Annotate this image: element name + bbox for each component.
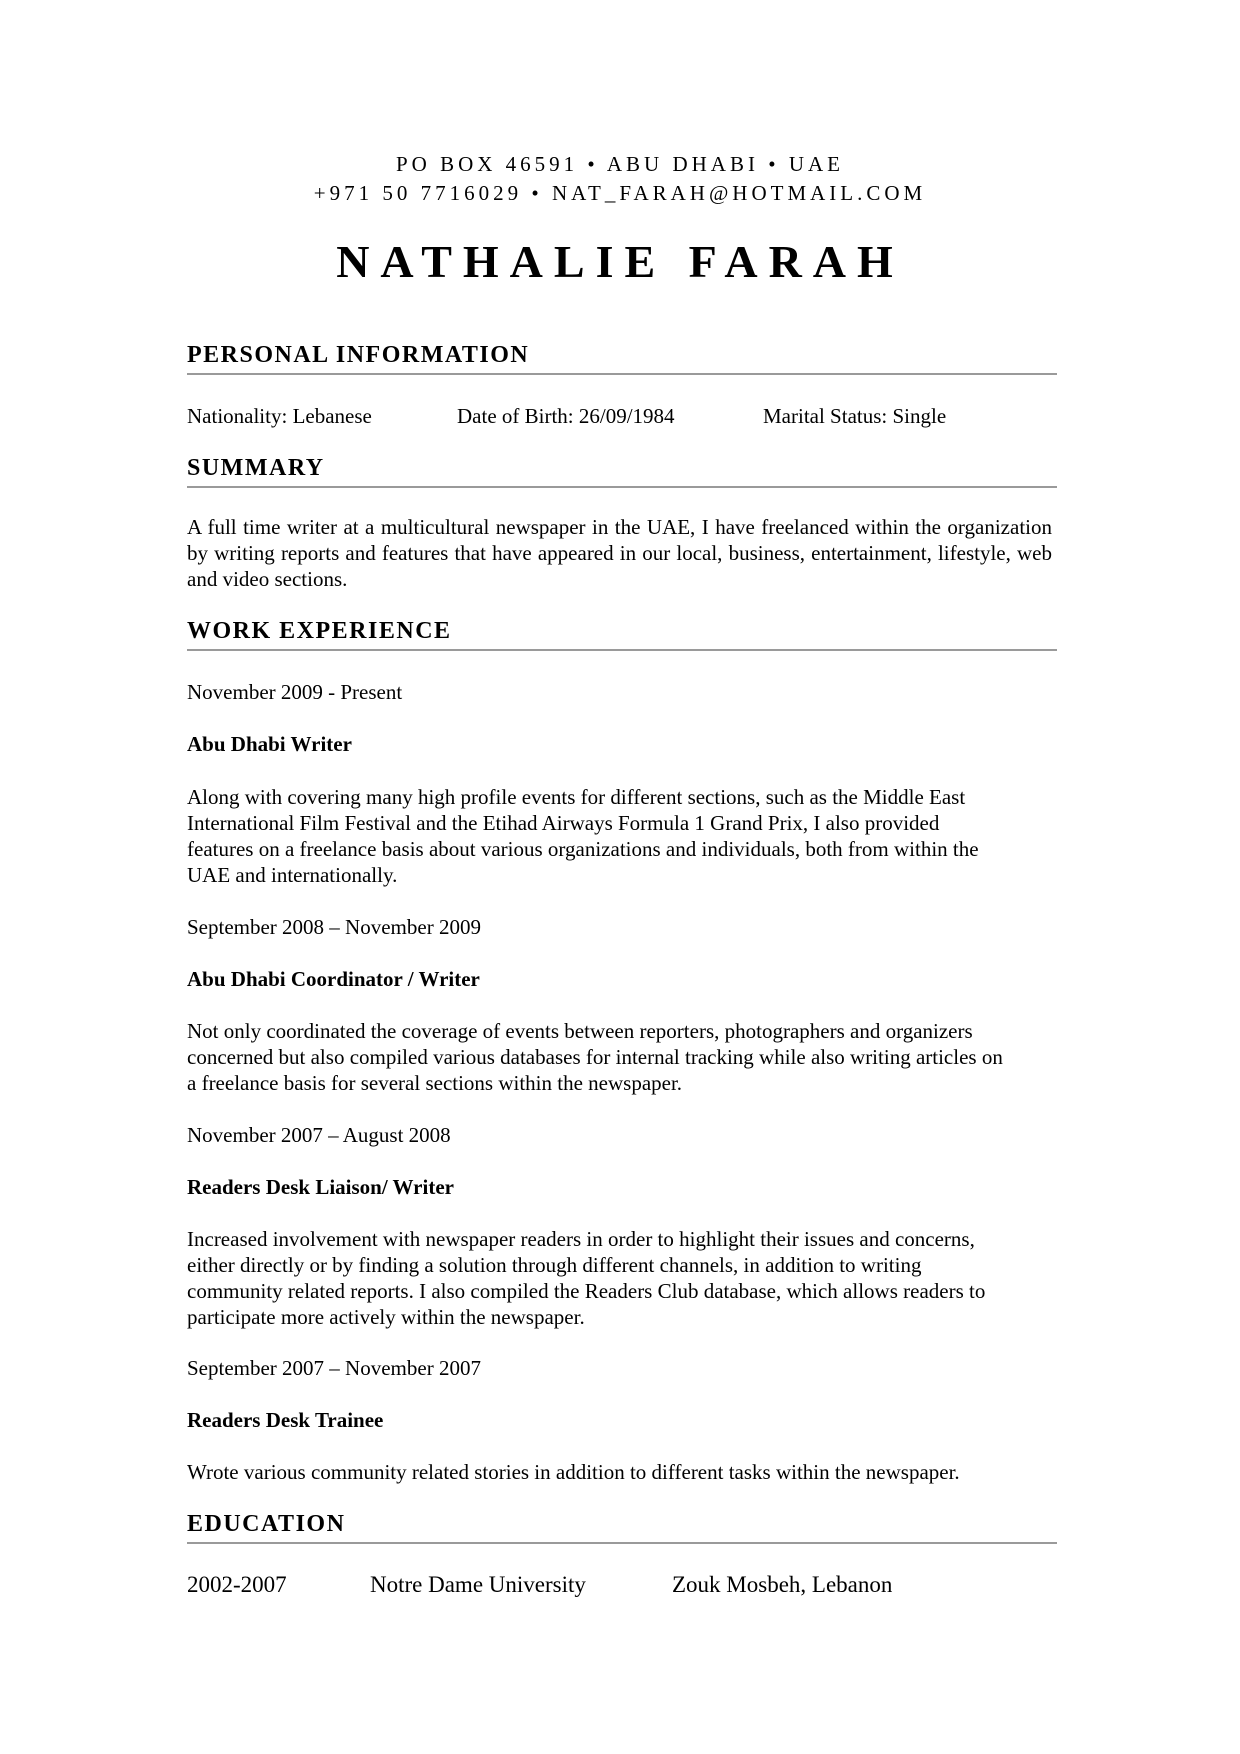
description-line: participate more actively within the newspaper. [187, 1305, 585, 1329]
job-description [187, 1018, 1052, 1096]
address-line: PO BOX 46591 • ABU DHABI • UAE [396, 152, 844, 176]
job-dates: September 2008 – November 2009 [187, 915, 481, 939]
description-line: UAE and internationally. [187, 863, 398, 887]
description-line: International Film Festival and the Etihad Airways Formula 1 Grand Prix, I also provided [187, 811, 940, 835]
education-school: Notre Dame University [370, 1572, 586, 1597]
description-line: Along with covering many high profile events for different sections, such as the Middle East [187, 785, 966, 809]
education-heading: EDUCATION [187, 1509, 1057, 1544]
education-years: 2002-2007 [187, 1572, 287, 1597]
marital-status: Marital Status: Single [763, 404, 947, 428]
job-description [187, 1459, 1052, 1485]
work-experience-heading: WORK EXPERIENCE [187, 616, 1057, 651]
job-dates: November 2009 - Present [187, 680, 403, 704]
description-line: Wrote various community related stories in addition to different tasks within the newspaper. [187, 1460, 960, 1484]
education-location: Zouk Mosbeh, Lebanon [672, 1572, 893, 1597]
personal-information-heading: PERSONAL INFORMATION [187, 340, 1057, 375]
job-title: Abu Dhabi Writer [187, 732, 352, 756]
job-title: Abu Dhabi Coordinator / Writer [187, 967, 480, 991]
summary-text: A full time writer at a multicultural newspaper in the UAE, I have freelanced within the organization by writing reports and features that have appeared in our local, business, entertainment, lifestyle, web and video sections. [187, 515, 1052, 591]
summary-heading: SUMMARY [187, 453, 1057, 488]
description-line: concerned but also compiled various databases for internal tracking while also writing articles on [187, 1045, 1003, 1069]
nationality: Nationality: Lebanese [187, 404, 372, 428]
description-line: Not only coordinated the coverage of events between reporters, photographers and organizers [187, 1019, 973, 1043]
description-line: Increased involvement with newspaper readers in order to highlight their issues and concerns, [187, 1227, 975, 1251]
candidate-name: NATHALIE FARAH [336, 236, 904, 287]
description-line: a freelance basis for several sections within the newspaper. [187, 1071, 683, 1095]
job-description [187, 784, 1052, 888]
contact-line: +971 50 7716029 • NAT_FARAH@HOTMAIL.COM [313, 181, 927, 205]
description-line: features on a freelance basis about various organizations and individuals, both from within the [187, 837, 979, 861]
date-of-birth: Date of Birth: 26/09/1984 [457, 404, 675, 428]
job-title: Readers Desk Liaison/ Writer [187, 1175, 454, 1199]
job-title: Readers Desk Trainee [187, 1408, 384, 1432]
job-dates: November 2007 – August 2008 [187, 1123, 451, 1147]
job-description [187, 1226, 1052, 1330]
description-line: community related reports. I also compiled the Readers Club database, which allows readers to [187, 1279, 986, 1303]
job-dates: September 2007 – November 2007 [187, 1356, 481, 1380]
description-line: either directly or by finding a solution through different channels, in addition to writing [187, 1253, 922, 1277]
